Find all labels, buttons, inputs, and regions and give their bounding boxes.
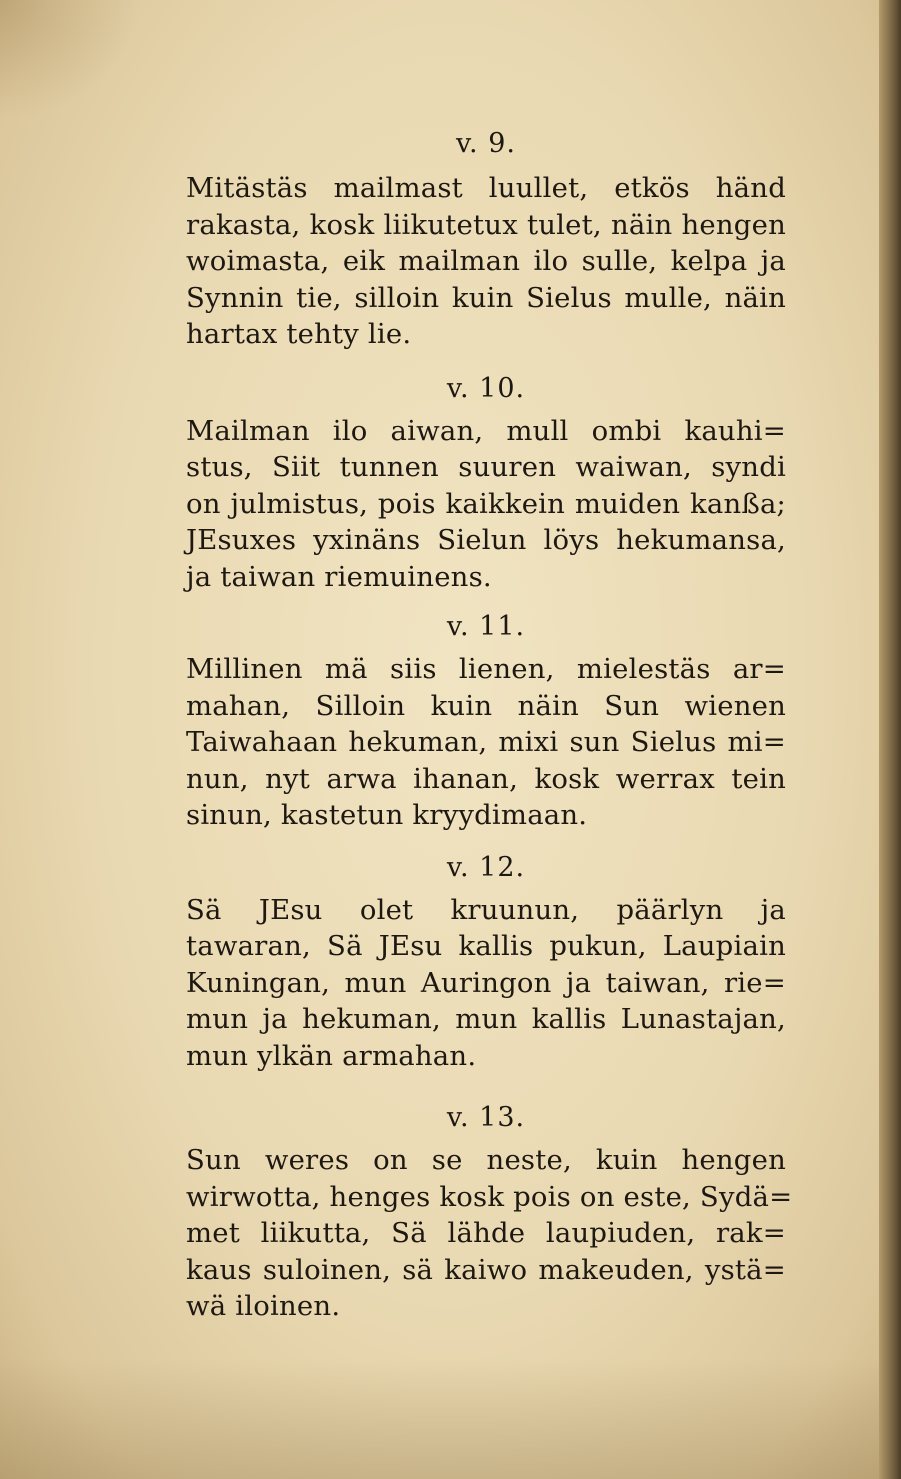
verse-line: hartax tehty lie.: [186, 318, 412, 350]
verse-line: stus, Siit tunnen suuren waiwan, syndi: [186, 451, 786, 483]
verse-11: [186, 603, 786, 834]
verse-line: Mailman ilo aiwan, mull ombi kauhi=: [186, 414, 786, 447]
verse-line: Taiwahaan hekuman, mixi sun Sielus mi=: [186, 726, 786, 758]
page-binding-edge: [879, 0, 901, 1479]
verse-line: Millinen mä siis lienen, mielestäs ar=: [186, 653, 786, 685]
verse-line: Mitästäs mailmast luullet, etkös händ: [186, 172, 786, 204]
verse-line: on julmistus, pois kaikkein muiden kanßa;: [186, 487, 786, 520]
verse-line: Sä JEsu olet kruunun, päärlyn ja: [186, 893, 786, 926]
verse-line: JEsuxes yxinäns Sielun löys hekumansa,: [186, 524, 786, 556]
verse-13: [186, 1094, 793, 1325]
verse-line: Kuningan, mun Auringon ja taiwan, rie=: [186, 966, 786, 999]
verse-line: wirwotta, henges kosk pois on este, Sydä=: [186, 1180, 793, 1213]
verse-line: kaus suloinen, sä kaiwo makeuden, ystä=: [186, 1253, 786, 1286]
verse-line: nun, nyt arwa ihanan, kosk werrax tein: [186, 762, 786, 795]
verse-heading: v. 9.: [456, 128, 516, 159]
verse-line: ja taiwan riemuinens.: [186, 560, 492, 593]
verse-line: wä iloinen.: [186, 1290, 341, 1322]
verse-heading: v. 13.: [446, 1102, 526, 1133]
verse-line: Sun weres on se neste, kuin hengen: [186, 1144, 786, 1176]
verse-heading: v. 10.: [446, 372, 526, 404]
verse-heading: v. 12.: [446, 851, 526, 883]
verse-line: mahan, Silloin kuin näin Sun wienen: [186, 689, 786, 722]
verse-heading: v. 11.: [446, 611, 526, 642]
verse-line: tawaran, Sä JEsu kallis pukun, Laupiain: [186, 930, 786, 962]
verse-12: [186, 844, 786, 1075]
verse-10: [186, 365, 786, 596]
verse-line: woimasta, eik mailman ilo sulle, kelpa ja: [186, 245, 786, 277]
hymn-text: [186, 120, 793, 1325]
paper-stain: [0, 1359, 880, 1479]
verse-line: mun ja hekuman, mun kallis Lunastajan,: [186, 1003, 786, 1035]
verse-line: sinun, kastetun kryydimaan.: [186, 799, 588, 831]
verse-line: mun ylkän armahan.: [186, 1039, 477, 1072]
verse-line: rakasta, kosk liikutetux tulet, näin hengen: [186, 208, 786, 241]
verse-line: Synnin tie, silloin kuin Sielus mulle, näin: [186, 281, 786, 314]
paper-stain: [0, 0, 140, 120]
verse-9: [186, 120, 786, 353]
verse-line: met liikutta, Sä lähde laupiuden, rak=: [186, 1217, 786, 1249]
